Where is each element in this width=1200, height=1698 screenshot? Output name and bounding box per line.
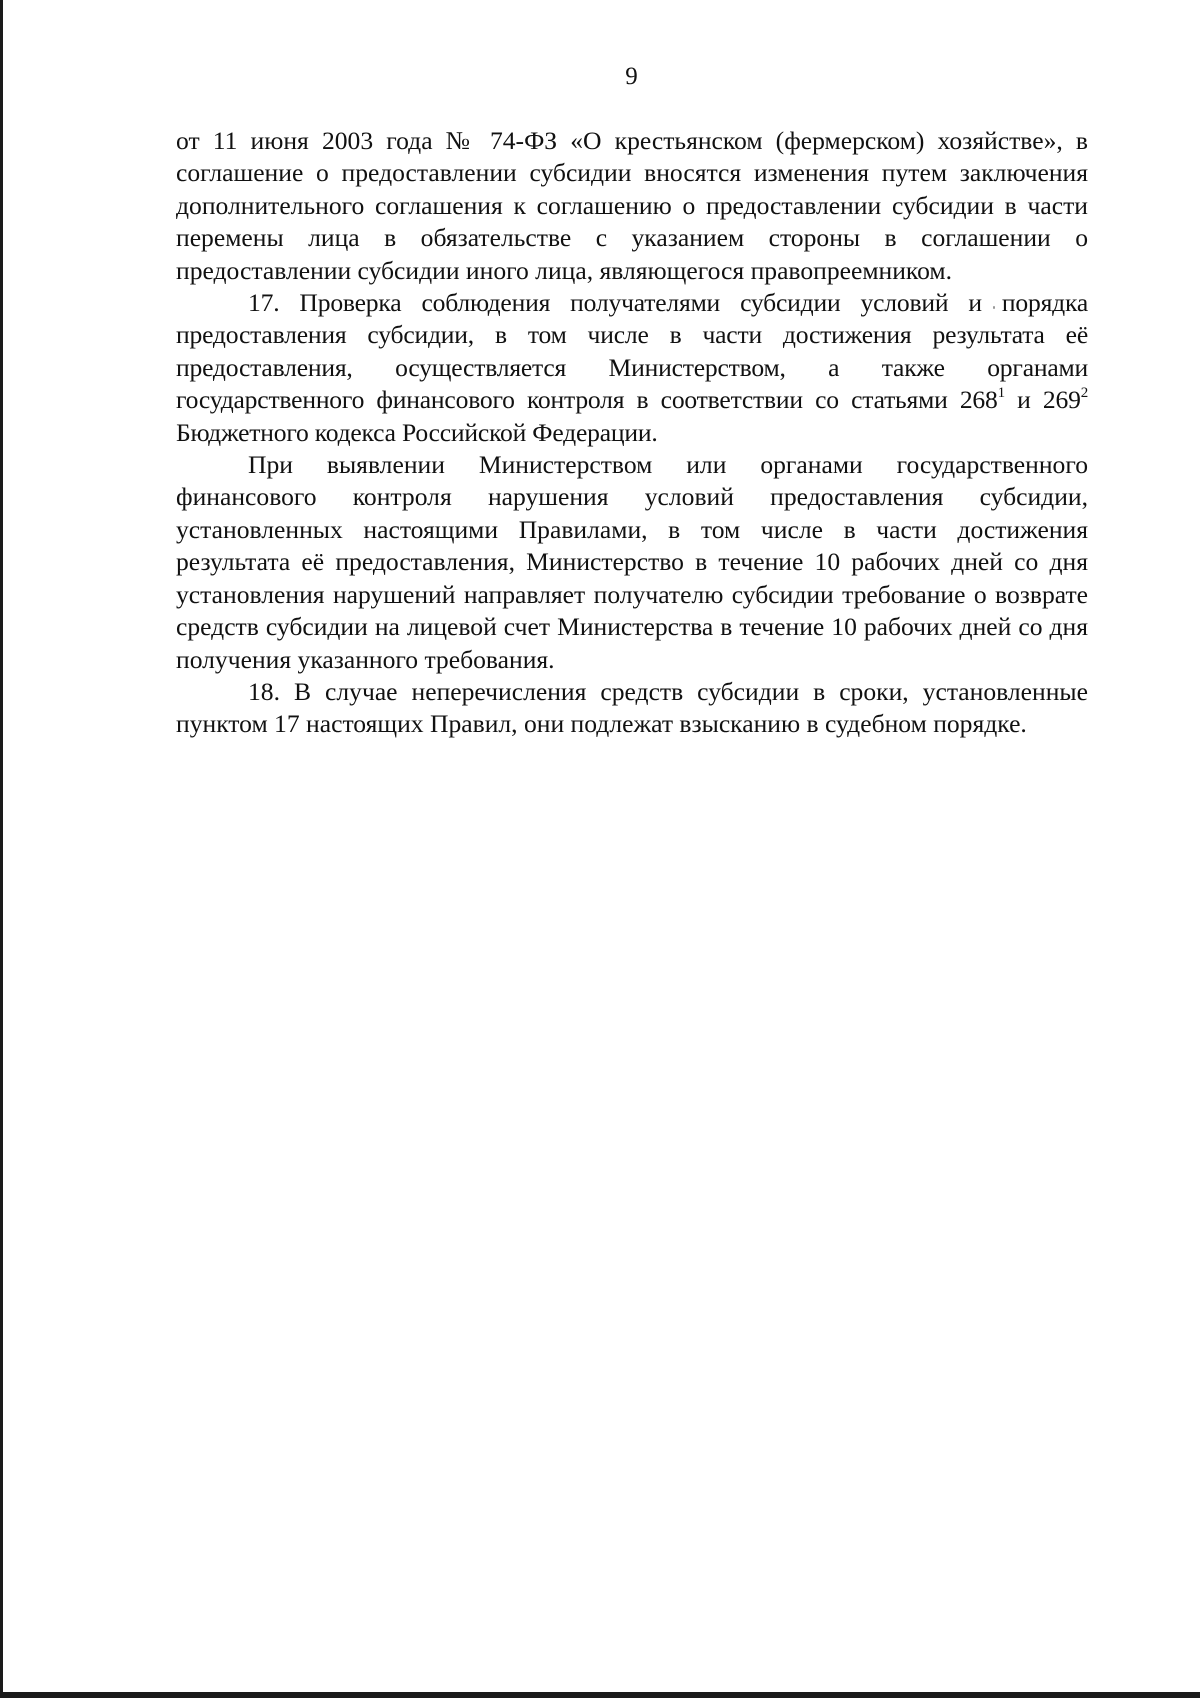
paragraph-18: 18. В случае неперечисления средств субсидии в сроки, установленные пунктом 17 настоящих Правил, они подлежат взысканию в судебном порядке. (176, 676, 1088, 739)
paragraph-continuation: от 11 июня 2003 года № 74-ФЗ «О крестьянском (фермерском) хозяйстве», в соглашение о предоставлении субсидии вносятся изменения путем заключения дополнительного соглашения к соглашению о предоставлении субсидии в части перемены лица в обязательстве с указанием стороны в соглашении о предоставлении субсидии иного лица, являющегося правопреемником. (176, 126, 1088, 285)
paragraph-17-text-1: 17. Проверка соблюдения получателями субсидии условий и порядка предоставления субсидии, в том числе в части достижения результата её предоставления, осуществляется Министерством, а также органами государственного финансового контроля в соответствии со статьями 268 (176, 288, 1088, 415)
scan-edge-left (0, 0, 3, 1698)
paragraph-17-text-2: и 269 (1004, 385, 1081, 415)
paragraph-17-text-3: Бюджетного кодекса Российской Федерации. (176, 417, 658, 447)
document-body (176, 125, 1088, 741)
paragraph-17 (176, 287, 1088, 449)
page-number: 9 (625, 63, 638, 90)
superscript-2: 2 (1080, 385, 1089, 402)
paragraph-violations: При выявлении Министерством или органами государственного финансового контроля нарушения условий предоставления субсидии, установленных настоящими Правилами, в том числе в части достижения результата её предоставления, Министерство в течение 10 рабочих дней со дня установления нарушений направляет получателю субсидии требование о возврате средств субсидии на лицевой счет Министерства в течение 10 рабочих дней со дня получения указанного требования. (176, 450, 1088, 674)
superscript-1: 1 (997, 385, 1005, 402)
scan-edge-bottom (0, 1692, 1200, 1698)
